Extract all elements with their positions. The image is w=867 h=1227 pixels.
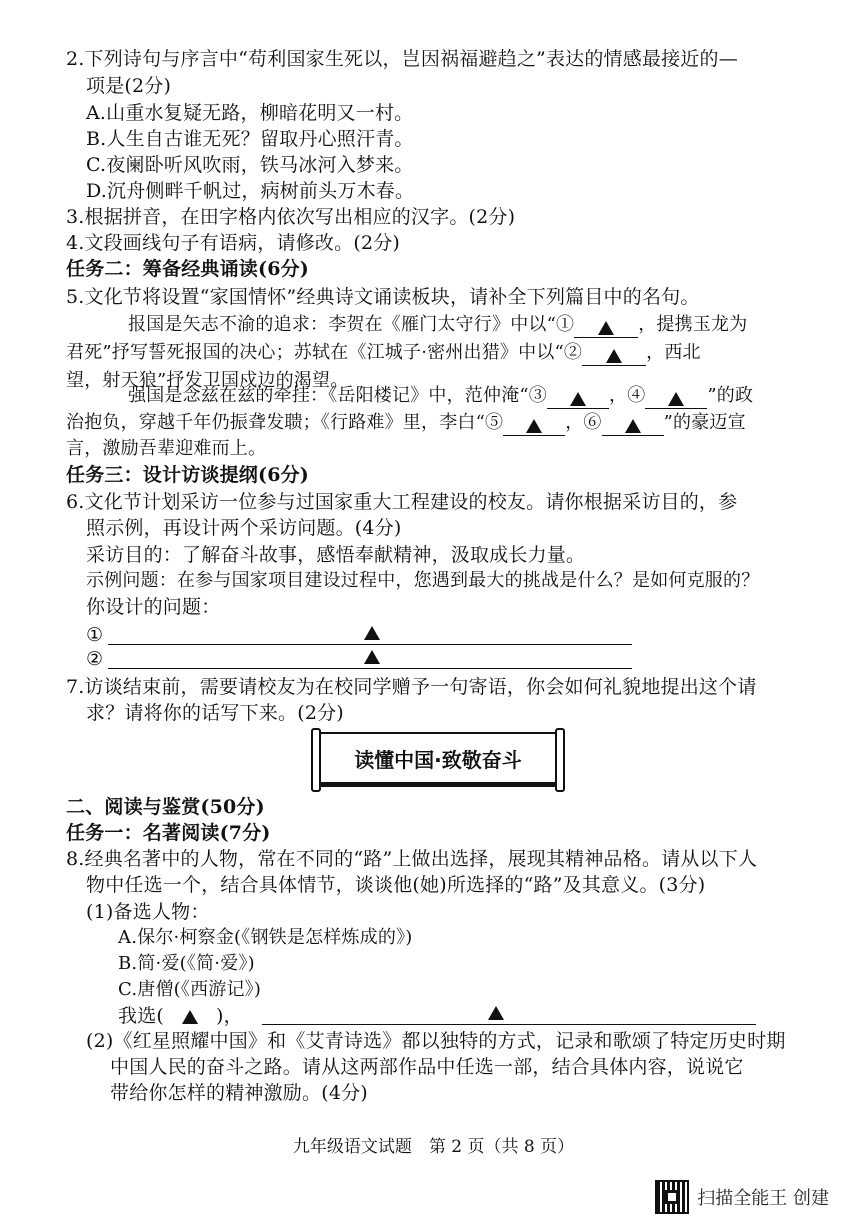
triangle-icon xyxy=(606,349,622,363)
q8-option-c: C.唐僧(《西游记》) xyxy=(118,979,262,1000)
q8-choice-row xyxy=(118,1003,243,1029)
blank-6[interactable] xyxy=(602,413,664,436)
triangle-icon xyxy=(364,650,380,664)
q6-stem-line1: 6.文化节计划采访一位参与过国家重大工程建设的校友。请你根据采访目的，参 xyxy=(66,491,738,513)
choice-slot[interactable] xyxy=(164,1003,216,1029)
q6-prompt: 你设计的问题： xyxy=(86,596,221,618)
q5-stem: 5.文化节将设置“家国情怀”经典诗文诵读板块，请补全下列篇目中的名句。 xyxy=(66,286,700,308)
q5-para2-line3: 言，激励吾辈迎难而上。 xyxy=(66,438,267,459)
blank-2[interactable] xyxy=(582,343,646,366)
scanner-watermark xyxy=(655,1180,829,1214)
task1-heading: 任务一：名著阅读(7分) xyxy=(66,822,271,844)
q6-stem-line2: 照示例，再设计两个采访问题。(4分) xyxy=(86,517,402,539)
q2-option-b: B.人生自古谁无死？留取丹心照汗青。 xyxy=(86,128,414,150)
blank-5[interactable] xyxy=(503,413,565,436)
banner-title: 读懂中国·致敬奋斗 xyxy=(354,747,522,772)
blank-3[interactable] xyxy=(547,386,609,409)
q8-option-a: A.保尔·柯察金(《钢铁是怎样炼成的》) xyxy=(118,927,413,948)
triangle-icon xyxy=(488,1006,504,1020)
section-banner xyxy=(318,732,558,784)
q6-example: 示例问题：在参与国家项目建设过程中，您遇到最大的挑战是什么？是如何克服的？ xyxy=(86,570,760,591)
q5-text: ，⑥ xyxy=(565,412,602,433)
page-footer: 九年级语文试题 第 2 页（共 8 页） xyxy=(292,1137,575,1157)
q2-option-c: C.夜阑卧听风吹雨，铁马冰河入梦来。 xyxy=(86,154,414,176)
q8-choose-text: )， xyxy=(216,1005,243,1027)
q5-para2-line2 xyxy=(66,410,746,436)
q2-stem-line1: 2.下列诗句与序言中“苟利国家生死以，岂因祸福避趋之”表达的情感最接近的— xyxy=(66,48,738,70)
q8-option-b: B.简·爱(《简·爱》) xyxy=(118,953,255,974)
triangle-icon xyxy=(182,1010,198,1024)
q5-text: ”的豪迈宣 xyxy=(663,412,746,433)
q5-text: 报国是矢志不渝的追求：李贺在《雁门太守行》中以“① xyxy=(128,314,575,335)
q5-para1-line2 xyxy=(66,340,701,366)
q6-answer-number-2: ② xyxy=(86,648,104,670)
q8-sub2-line3: 带给你怎样的精神激励。(4分) xyxy=(110,1082,368,1104)
q8-answer-line[interactable] xyxy=(262,1024,756,1025)
task3-heading: 任务三：设计访谈提纲(6分) xyxy=(66,464,310,486)
triangle-icon xyxy=(668,392,684,406)
q5-para2-line1 xyxy=(128,383,753,409)
q7-stem-line2: 求？请将你的话写下来。(2分) xyxy=(86,702,344,724)
q5-text: 强国是念兹在兹的牵挂：《岳阳楼记》中，范仲淹“③ xyxy=(128,385,547,406)
q6-purpose: 采访目的：了解奋斗故事，感悟奉献精神，汲取成长力量。 xyxy=(86,544,586,566)
q5-text: ”的政 xyxy=(707,385,754,406)
q5-text: 治抱负，穿越千年仍振聋发聩；《行路难》里，李白“⑤ xyxy=(66,412,504,433)
q6-answer-number-1: ① xyxy=(86,624,104,646)
triangle-icon xyxy=(625,419,641,433)
q5-para1-line1 xyxy=(128,312,747,338)
q5-text: 君死”抒写誓死报国的决心；苏轼在《江城子·密州出猎》中以“② xyxy=(66,342,583,363)
q5-text: ，④ xyxy=(609,385,646,406)
section2-heading: 二、阅读与鉴赏(50分) xyxy=(66,796,265,818)
q2-option-d: D.沉舟侧畔千帆过，病树前头万木春。 xyxy=(86,180,415,202)
q3-stem: 3.根据拼音，在田字格内依次写出相应的汉字。(2分) xyxy=(66,206,516,228)
q5-text: ，西北 xyxy=(646,342,701,363)
q8-choose-text: 我选( xyxy=(118,1005,165,1027)
q2-option-a: A.山重水复疑无路，柳暗花明又一村。 xyxy=(86,102,414,124)
triangle-icon xyxy=(598,321,614,335)
q8-stem-line2: 物中任选一个，结合具体情节，谈谈他(她)所选择的“路”及其意义。(3分) xyxy=(86,874,706,896)
triangle-icon xyxy=(364,626,380,640)
q6-answer-line-2[interactable] xyxy=(108,668,632,669)
q8-sub2-line1: (2)《红星照耀中国》和《艾青诗选》都以独特的方式，记录和歌颂了特定历史时期 xyxy=(86,1030,786,1052)
qr-code-icon xyxy=(655,1180,689,1214)
q4-stem: 4.文段画线句子有语病，请修改。(2分) xyxy=(66,232,401,254)
q8-stem-line1: 8.经典名著中的人物，常在不同的“路”上做出选择，展现其精神品格。请从以下人 xyxy=(66,848,758,870)
q7-stem-line1: 7.访谈结束前，需要请校友为在校同学赠予一句寄语，你会如何礼貌地提出这个请 xyxy=(66,676,757,698)
triangle-icon xyxy=(526,419,542,433)
q5-text: ，提携玉龙为 xyxy=(638,314,748,335)
q8-sub1: (1)备选人物： xyxy=(86,901,210,923)
watermark-text: 扫描全能王 创建 xyxy=(697,1188,829,1209)
q6-answer-line-1[interactable] xyxy=(108,644,632,645)
blank-1[interactable] xyxy=(574,315,638,338)
blank-4[interactable] xyxy=(645,386,707,409)
q5-para1-line3: 望，射天狼”抒发卫国戍边的渴望。 xyxy=(66,370,349,391)
triangle-icon xyxy=(570,392,586,406)
task2-heading: 任务二：筹备经典诵读(6分) xyxy=(66,258,310,280)
q2-stem-line2: 项是(2分) xyxy=(86,75,172,97)
q8-sub2-line2: 中国人民的奋斗之路。请从这两部作品中任选一部，结合具体内容，说说它 xyxy=(110,1056,744,1078)
